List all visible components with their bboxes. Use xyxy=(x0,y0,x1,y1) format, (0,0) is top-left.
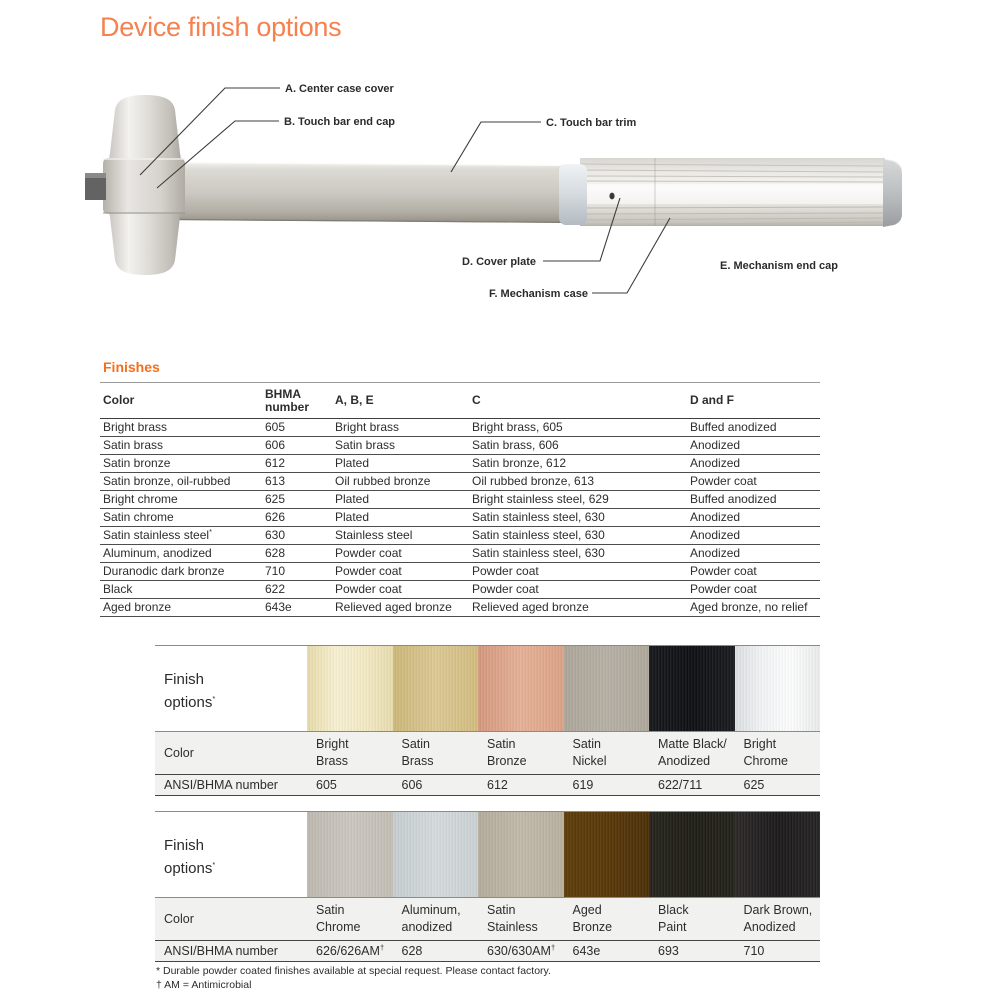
finish-swatch xyxy=(307,812,393,897)
part-label-mechanism-case: F. Mechanism case xyxy=(488,288,588,300)
finish-name: Satin Brass xyxy=(401,737,434,768)
finish-name: Bright Brass xyxy=(316,737,349,768)
finishes-cell: Anodized xyxy=(687,455,820,473)
finishes-cell: Satin stainless steel, 630 xyxy=(469,545,687,563)
finishes-cell: Aluminum, anodized xyxy=(100,545,262,563)
swatch-ansi-row xyxy=(155,774,820,796)
finishes-cell: Plated xyxy=(332,455,469,473)
finishes-cell: Aged bronze, no relief xyxy=(687,599,820,617)
finishes-body xyxy=(100,419,820,617)
footnote-antimicrobial: † AM = Antimicrobial xyxy=(156,978,252,991)
finishes-cell: Satin stainless steel, 630 xyxy=(469,509,687,527)
finishes-cell: Bright stainless steel, 629 xyxy=(469,491,687,509)
finish-swatch xyxy=(649,812,735,897)
finishes-cell: Relieved aged bronze xyxy=(469,599,687,617)
finishes-col-header-3: C xyxy=(469,383,687,419)
finishes-cell: 606 xyxy=(262,437,332,455)
finishes-row xyxy=(100,455,820,473)
swatch-ansi-row xyxy=(155,940,820,962)
finishes-cell: Anodized xyxy=(687,509,820,527)
finish-swatch xyxy=(478,812,564,897)
finishes-cell: Powder coat xyxy=(687,563,820,581)
finishes-header-row xyxy=(100,383,820,419)
finish-ansi-number: 622/711 xyxy=(658,778,703,792)
finishes-cell: Bright brass xyxy=(332,419,469,437)
finishes-cell: 626 xyxy=(262,509,332,527)
mechanism-end-cap xyxy=(883,159,902,227)
finishes-cell: 612 xyxy=(262,455,332,473)
finishes-cell: Powder coat xyxy=(687,473,820,491)
finishes-row xyxy=(100,545,820,563)
finishes-cell: Anodized xyxy=(687,545,820,563)
part-label-cover-plate: D. Cover plate xyxy=(462,256,536,268)
finishes-cell: Oil rubbed bronze, 613 xyxy=(469,473,687,491)
finishes-cell: Powder coat xyxy=(469,563,687,581)
finishes-cell: Bright brass, 605 xyxy=(469,419,687,437)
finish-name: Aluminum, anodized xyxy=(401,903,461,934)
finishes-cell: Satin bronze, oil-rubbed xyxy=(100,473,262,491)
finishes-cell: Powder coat xyxy=(332,563,469,581)
footnotes xyxy=(156,965,551,992)
finish-ansi-number: 619 xyxy=(572,778,594,792)
finish-ansi-number: 643e xyxy=(572,944,601,958)
swatch-color-row xyxy=(155,731,820,774)
finishes-cell: Oil rubbed bronze xyxy=(332,473,469,491)
finish-ansi-number: 710 xyxy=(743,944,765,958)
finish-swatch xyxy=(735,646,821,731)
part-label-touch-bar-end-cap: B. Touch bar end cap xyxy=(284,116,396,128)
finishes-row xyxy=(100,599,820,617)
finishes-cell: Powder coat xyxy=(332,545,469,563)
finish-name: Dark Brown, Anodized xyxy=(743,903,813,934)
finishes-cell: Relieved aged bronze xyxy=(332,599,469,617)
finish-ansi-number: 693 xyxy=(658,944,679,958)
finishes-cell: Bright chrome xyxy=(100,491,262,509)
finishes-cell: Buffed anodized xyxy=(687,419,820,437)
finishes-cell: Duranodic dark bronze xyxy=(100,563,262,581)
finish-swatch xyxy=(564,646,650,731)
finishes-cell: Buffed anodized xyxy=(687,491,820,509)
finishes-row xyxy=(100,419,820,437)
finish-swatch xyxy=(393,812,479,897)
finishes-cell: Powder coat xyxy=(687,581,820,599)
finishes-cell: Satin bronze xyxy=(100,455,262,473)
finishes-col-header-4: D and F xyxy=(687,383,820,419)
mechanism-case xyxy=(580,158,902,227)
finishes-cell: Powder coat xyxy=(469,581,687,599)
finishes-cell: 625 xyxy=(262,491,332,509)
finishes-col-header-1: BHMA number xyxy=(262,383,332,419)
finishes-cell: 605 xyxy=(262,419,332,437)
finishes-cell: Satin chrome xyxy=(100,509,262,527)
finish-options-table-1 xyxy=(155,645,820,796)
finishes-col-header-2: A, B, E xyxy=(332,383,469,419)
finish-swatch xyxy=(393,646,479,731)
ansi-row-label: ANSI/BHMA number xyxy=(164,778,278,792)
finishes-cell: Anodized xyxy=(687,527,820,545)
finish-ansi-number: 606 xyxy=(401,778,423,792)
finishes-cell: Satin brass, 606 xyxy=(469,437,687,455)
finishes-row xyxy=(100,473,820,491)
finishes-cell: 643e xyxy=(262,599,332,617)
finishes-row xyxy=(100,491,820,509)
finishes-cell: Anodized xyxy=(687,437,820,455)
finish-ansi-number: 626/626AM† xyxy=(316,942,385,958)
finish-swatch xyxy=(564,812,650,897)
screw xyxy=(609,193,614,200)
touch-bar-trim-collar xyxy=(559,164,587,225)
color-row-label: Color xyxy=(164,746,194,760)
finish-name: Satin Stainless xyxy=(487,903,538,934)
finish-options-label: Finish options* xyxy=(155,646,307,731)
color-row-label: Color xyxy=(164,912,194,926)
finish-swatch xyxy=(735,812,821,897)
finishes-cell: 622 xyxy=(262,581,332,599)
finish-ansi-number: 628 xyxy=(401,944,423,958)
finish-name: Satin Nickel xyxy=(572,737,607,768)
finishes-cell: Satin brass xyxy=(100,437,262,455)
finishes-cell: Satin brass xyxy=(332,437,469,455)
finish-swatch xyxy=(649,646,735,731)
finishes-cell: Plated xyxy=(332,509,469,527)
finish-swatch xyxy=(307,646,393,731)
finish-ansi-number: 625 xyxy=(743,778,765,792)
swatch-band xyxy=(155,645,820,731)
finishes-cell: 613 xyxy=(262,473,332,491)
device-illustration xyxy=(85,70,915,315)
finishes-row xyxy=(100,509,820,527)
finishes-cell: Bright brass xyxy=(100,419,262,437)
finish-ansi-number: 605 xyxy=(316,778,337,792)
finishes-cell: Satin stainless steel, 630 xyxy=(469,527,687,545)
finishes-cell: Plated xyxy=(332,491,469,509)
page-title: Device finish options xyxy=(100,12,342,42)
finish-name: Satin Chrome xyxy=(316,903,361,934)
finishes-cell: 710 xyxy=(262,563,332,581)
swatch-band xyxy=(155,811,820,897)
part-label-touch-bar-trim: C. Touch bar trim xyxy=(546,117,637,129)
finish-name: Matte Black/ Anodized xyxy=(658,737,727,768)
finishes-cell: Stainless steel xyxy=(332,527,469,545)
finishes-row xyxy=(100,581,820,599)
swatch-color-row xyxy=(155,897,820,940)
finishes-cell: Powder coat xyxy=(332,581,469,599)
finishes-cell: 630 xyxy=(262,527,332,545)
finishes-row xyxy=(100,437,820,455)
finish-name: Bright Chrome xyxy=(743,737,788,768)
ansi-row-label: ANSI/BHMA number xyxy=(164,944,278,958)
finishes-cell: Satin stainless steel* xyxy=(100,527,262,545)
finishes-row xyxy=(100,527,820,545)
finishes-table xyxy=(100,382,820,617)
finish-ansi-number: 630/630AM† xyxy=(487,942,556,958)
finishes-cell: Satin bronze, 612 xyxy=(469,455,687,473)
part-label-mechanism-end-cap: E. Mechanism end cap xyxy=(720,260,838,272)
finishes-cell: Aged bronze xyxy=(100,599,262,617)
leader-line-f xyxy=(592,218,670,293)
finish-name: Black Paint xyxy=(658,903,689,934)
finish-swatch xyxy=(478,646,564,731)
finish-name: Aged Bronze xyxy=(572,903,613,934)
touch-bar xyxy=(173,162,587,225)
finishes-col-header-0: Color xyxy=(100,383,262,419)
finishes-heading: Finishes xyxy=(103,359,160,375)
finish-options-table-2 xyxy=(155,811,820,962)
finish-options-label: Finish options* xyxy=(155,812,307,897)
part-label-center-case-cover: A. Center case cover xyxy=(285,83,394,95)
center-case xyxy=(85,95,185,275)
finishes-section xyxy=(100,359,820,617)
finishes-cell: Black xyxy=(100,581,262,599)
finishes-cell: 628 xyxy=(262,545,332,563)
finishes-row xyxy=(100,563,820,581)
finish-ansi-number: 612 xyxy=(487,778,508,792)
footnote-powder-coat: * Durable powder coated finishes available at special request. Please contact factory. xyxy=(156,965,551,977)
finish-name: Satin Bronze xyxy=(487,737,527,768)
